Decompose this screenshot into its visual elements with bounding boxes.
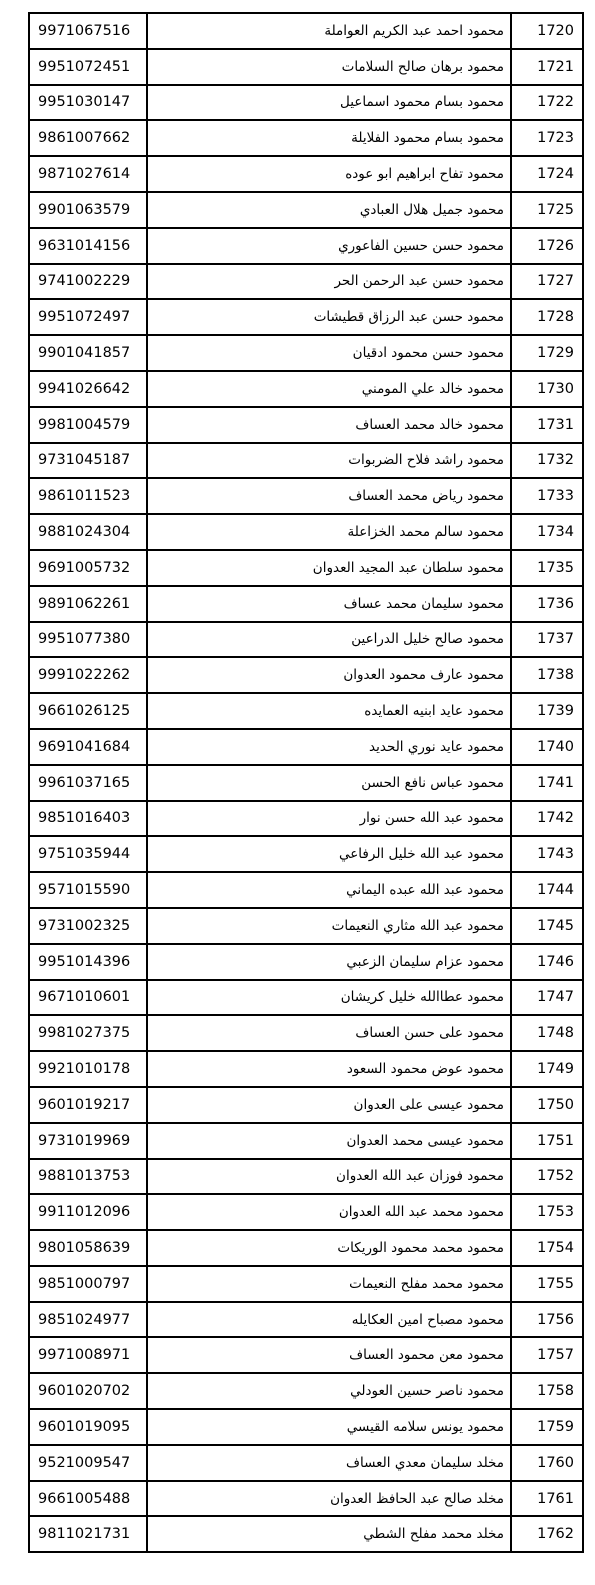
name-cell: محمود سالم محمد الخزاعلة: [147, 514, 511, 550]
table-row: [29, 944, 583, 980]
serial-number-cell: 1752: [511, 1159, 583, 1195]
name-cell: محمود عايد نوري الحديد: [147, 729, 511, 765]
table-row: [29, 407, 583, 443]
table-row: [29, 693, 583, 729]
serial-number-cell: 1733: [511, 478, 583, 514]
name-cell: محمود عارف محمود العدوان: [147, 657, 511, 693]
national-id-cell: 9851024977: [29, 1302, 147, 1338]
records-table-body: [29, 13, 583, 1552]
serial-number-cell: 1730: [511, 371, 583, 407]
national-id-cell: 9901063579: [29, 192, 147, 228]
serial-number-cell: 1736: [511, 586, 583, 622]
name-cell: مخلد محمد مفلح الشطي: [147, 1516, 511, 1552]
table-row: [29, 622, 583, 658]
national-id-cell: 9981027375: [29, 1015, 147, 1051]
serial-number-cell: 1755: [511, 1266, 583, 1302]
table-row: [29, 228, 583, 264]
name-cell: محمود يونس سلامه القيسي: [147, 1409, 511, 1445]
serial-number-cell: 1742: [511, 801, 583, 837]
name-cell: محمود راشد فلاح الضربوات: [147, 443, 511, 479]
name-cell: محمود عبد الله مثاري النعيمات: [147, 908, 511, 944]
national-id-cell: 9871027614: [29, 156, 147, 192]
name-cell: محمود مصباح امين العكايله: [147, 1302, 511, 1338]
name-cell: محمود عوض محمود السعود: [147, 1051, 511, 1087]
serial-number-cell: 1728: [511, 299, 583, 335]
national-id-cell: 9951077380: [29, 622, 147, 658]
name-cell: محمود صالح خليل الدراعين: [147, 622, 511, 658]
table-row: [29, 156, 583, 192]
table-row: [29, 1337, 583, 1373]
serial-number-cell: 1721: [511, 49, 583, 85]
table-row: [29, 801, 583, 837]
table-row: [29, 1302, 583, 1338]
name-cell: مخلد سليمان معدي العساف: [147, 1445, 511, 1481]
serial-number-cell: 1757: [511, 1337, 583, 1373]
table-row: [29, 550, 583, 586]
national-id-cell: 9951072451: [29, 49, 147, 85]
name-cell: محمود محمد مفلح النعيمات: [147, 1266, 511, 1302]
name-cell: محمود حسن عبد الرزاق قطيشات: [147, 299, 511, 335]
serial-number-cell: 1746: [511, 944, 583, 980]
table-row: [29, 443, 583, 479]
name-cell: محمود سلطان عبد المجيد العدوان: [147, 550, 511, 586]
name-cell: محمود محمد محمود الوريكات: [147, 1230, 511, 1266]
serial-number-cell: 1727: [511, 264, 583, 300]
serial-number-cell: 1735: [511, 550, 583, 586]
national-id-cell: 9731045187: [29, 443, 147, 479]
serial-number-cell: 1724: [511, 156, 583, 192]
table-row: [29, 1123, 583, 1159]
national-id-cell: 9751035944: [29, 836, 147, 872]
serial-number-cell: 1745: [511, 908, 583, 944]
serial-number-cell: 1741: [511, 765, 583, 801]
serial-number-cell: 1753: [511, 1194, 583, 1230]
national-id-cell: 9851000797: [29, 1266, 147, 1302]
table-row: [29, 299, 583, 335]
national-id-cell: 9811021731: [29, 1516, 147, 1552]
serial-number-cell: 1743: [511, 836, 583, 872]
table-row: [29, 1159, 583, 1195]
table-row: [29, 49, 583, 85]
table-row: [29, 1230, 583, 1266]
serial-number-cell: 1761: [511, 1481, 583, 1517]
table-row: [29, 1051, 583, 1087]
name-cell: محمود محمد عبد الله العدوان: [147, 1194, 511, 1230]
name-cell: محمود سليمان محمد عساف: [147, 586, 511, 622]
table-row: [29, 1373, 583, 1409]
name-cell: محمود عباس نافع الحسن: [147, 765, 511, 801]
name-cell: محمود عبد الله حسن نوار: [147, 801, 511, 837]
name-cell: محمود عطاالله خليل كريشان: [147, 980, 511, 1016]
national-id-cell: 9951072497: [29, 299, 147, 335]
national-id-cell: 9971008971: [29, 1337, 147, 1373]
serial-number-cell: 1759: [511, 1409, 583, 1445]
name-cell: محمود حسن عبد الرحمن الحر: [147, 264, 511, 300]
name-cell: محمود بسام محمود الفلايلة: [147, 120, 511, 156]
national-id-cell: 9691041684: [29, 729, 147, 765]
serial-number-cell: 1749: [511, 1051, 583, 1087]
table-row: [29, 657, 583, 693]
table-row: [29, 120, 583, 156]
national-id-cell: 9941026642: [29, 371, 147, 407]
national-id-cell: 9881024304: [29, 514, 147, 550]
table-row: [29, 836, 583, 872]
serial-number-cell: 1740: [511, 729, 583, 765]
national-id-cell: 9901041857: [29, 335, 147, 371]
serial-number-cell: 1750: [511, 1087, 583, 1123]
national-id-cell: 9981004579: [29, 407, 147, 443]
serial-number-cell: 1726: [511, 228, 583, 264]
name-cell: محمود حسن حسين الفاعوري: [147, 228, 511, 264]
table-row: [29, 1445, 583, 1481]
national-id-cell: 9911012096: [29, 1194, 147, 1230]
serial-number-cell: 1729: [511, 335, 583, 371]
name-cell: محمود رياض محمد العساف: [147, 478, 511, 514]
table-row: [29, 371, 583, 407]
national-id-cell: 9991022262: [29, 657, 147, 693]
table-row: [29, 1087, 583, 1123]
serial-number-cell: 1725: [511, 192, 583, 228]
national-id-cell: 9601020702: [29, 1373, 147, 1409]
name-cell: محمود ناصر حسين العودلي: [147, 1373, 511, 1409]
table-row: [29, 1194, 583, 1230]
national-id-cell: 9661005488: [29, 1481, 147, 1517]
serial-number-cell: 1723: [511, 120, 583, 156]
table-row: [29, 1516, 583, 1552]
table-row: [29, 1266, 583, 1302]
serial-number-cell: 1747: [511, 980, 583, 1016]
table-row: [29, 729, 583, 765]
national-id-cell: 9961037165: [29, 765, 147, 801]
serial-number-cell: 1754: [511, 1230, 583, 1266]
name-cell: محمود عزام سليمان الزعبي: [147, 944, 511, 980]
national-id-cell: 9881013753: [29, 1159, 147, 1195]
table-row: [29, 13, 583, 49]
name-cell: محمود برهان صالح السلامات: [147, 49, 511, 85]
national-id-cell: 9521009547: [29, 1445, 147, 1481]
serial-number-cell: 1732: [511, 443, 583, 479]
table-row: [29, 264, 583, 300]
table-row: [29, 335, 583, 371]
name-cell: محمود معن محمود العساف: [147, 1337, 511, 1373]
serial-number-cell: 1756: [511, 1302, 583, 1338]
serial-number-cell: 1739: [511, 693, 583, 729]
national-id-cell: 9861007662: [29, 120, 147, 156]
national-id-cell: 9731002325: [29, 908, 147, 944]
serial-number-cell: 1734: [511, 514, 583, 550]
table-row: [29, 514, 583, 550]
serial-number-cell: 1760: [511, 1445, 583, 1481]
table-row: [29, 980, 583, 1016]
national-id-cell: 9801058639: [29, 1230, 147, 1266]
name-cell: محمود عيسى محمد العدوان: [147, 1123, 511, 1159]
name-cell: محمود بسام محمود اسماعيل: [147, 85, 511, 121]
national-id-cell: 9731019969: [29, 1123, 147, 1159]
serial-number-cell: 1758: [511, 1373, 583, 1409]
records-table: [28, 12, 584, 1553]
name-cell: مخلد صالح عبد الحافظ العدوان: [147, 1481, 511, 1517]
table-row: [29, 586, 583, 622]
serial-number-cell: 1722: [511, 85, 583, 121]
name-cell: محمود حسن محمود ادقيان: [147, 335, 511, 371]
serial-number-cell: 1762: [511, 1516, 583, 1552]
national-id-cell: 9741002229: [29, 264, 147, 300]
serial-number-cell: 1720: [511, 13, 583, 49]
serial-number-cell: 1738: [511, 657, 583, 693]
table-row: [29, 908, 583, 944]
table-row: [29, 1481, 583, 1517]
name-cell: محمود عيسى على العدوان: [147, 1087, 511, 1123]
table-row: [29, 1409, 583, 1445]
serial-number-cell: 1751: [511, 1123, 583, 1159]
serial-number-cell: 1737: [511, 622, 583, 658]
table-row: [29, 872, 583, 908]
serial-number-cell: 1731: [511, 407, 583, 443]
table-row: [29, 192, 583, 228]
national-id-cell: 9921010178: [29, 1051, 147, 1087]
national-id-cell: 9861011523: [29, 478, 147, 514]
serial-number-cell: 1744: [511, 872, 583, 908]
serial-number-cell: 1748: [511, 1015, 583, 1051]
name-cell: محمود خالد محمد العساف: [147, 407, 511, 443]
national-id-cell: 9951014396: [29, 944, 147, 980]
table-row: [29, 1015, 583, 1051]
national-id-cell: 9661026125: [29, 693, 147, 729]
national-id-cell: 9971067516: [29, 13, 147, 49]
name-cell: محمود احمد عبد الكريم العواملة: [147, 13, 511, 49]
national-id-cell: 9631014156: [29, 228, 147, 264]
name-cell: محمود على حسن العساف: [147, 1015, 511, 1051]
national-id-cell: 9851016403: [29, 801, 147, 837]
national-id-cell: 9671010601: [29, 980, 147, 1016]
name-cell: محمود خالد علي المومني: [147, 371, 511, 407]
table-row: [29, 85, 583, 121]
national-id-cell: 9571015590: [29, 872, 147, 908]
table-row: [29, 765, 583, 801]
name-cell: محمود عايد ابنيه العمايده: [147, 693, 511, 729]
name-cell: محمود عبد الله خليل الرفاعي: [147, 836, 511, 872]
name-cell: محمود جميل هلال العبادي: [147, 192, 511, 228]
table-row: [29, 478, 583, 514]
national-id-cell: 9601019217: [29, 1087, 147, 1123]
national-id-cell: 9691005732: [29, 550, 147, 586]
name-cell: محمود فوزان عبد الله العدوان: [147, 1159, 511, 1195]
national-id-cell: 9951030147: [29, 85, 147, 121]
national-id-cell: 9891062261: [29, 586, 147, 622]
name-cell: محمود تفاح ابراهيم ابو عوده: [147, 156, 511, 192]
national-id-cell: 9601019095: [29, 1409, 147, 1445]
name-cell: محمود عبد الله عبده اليماني: [147, 872, 511, 908]
